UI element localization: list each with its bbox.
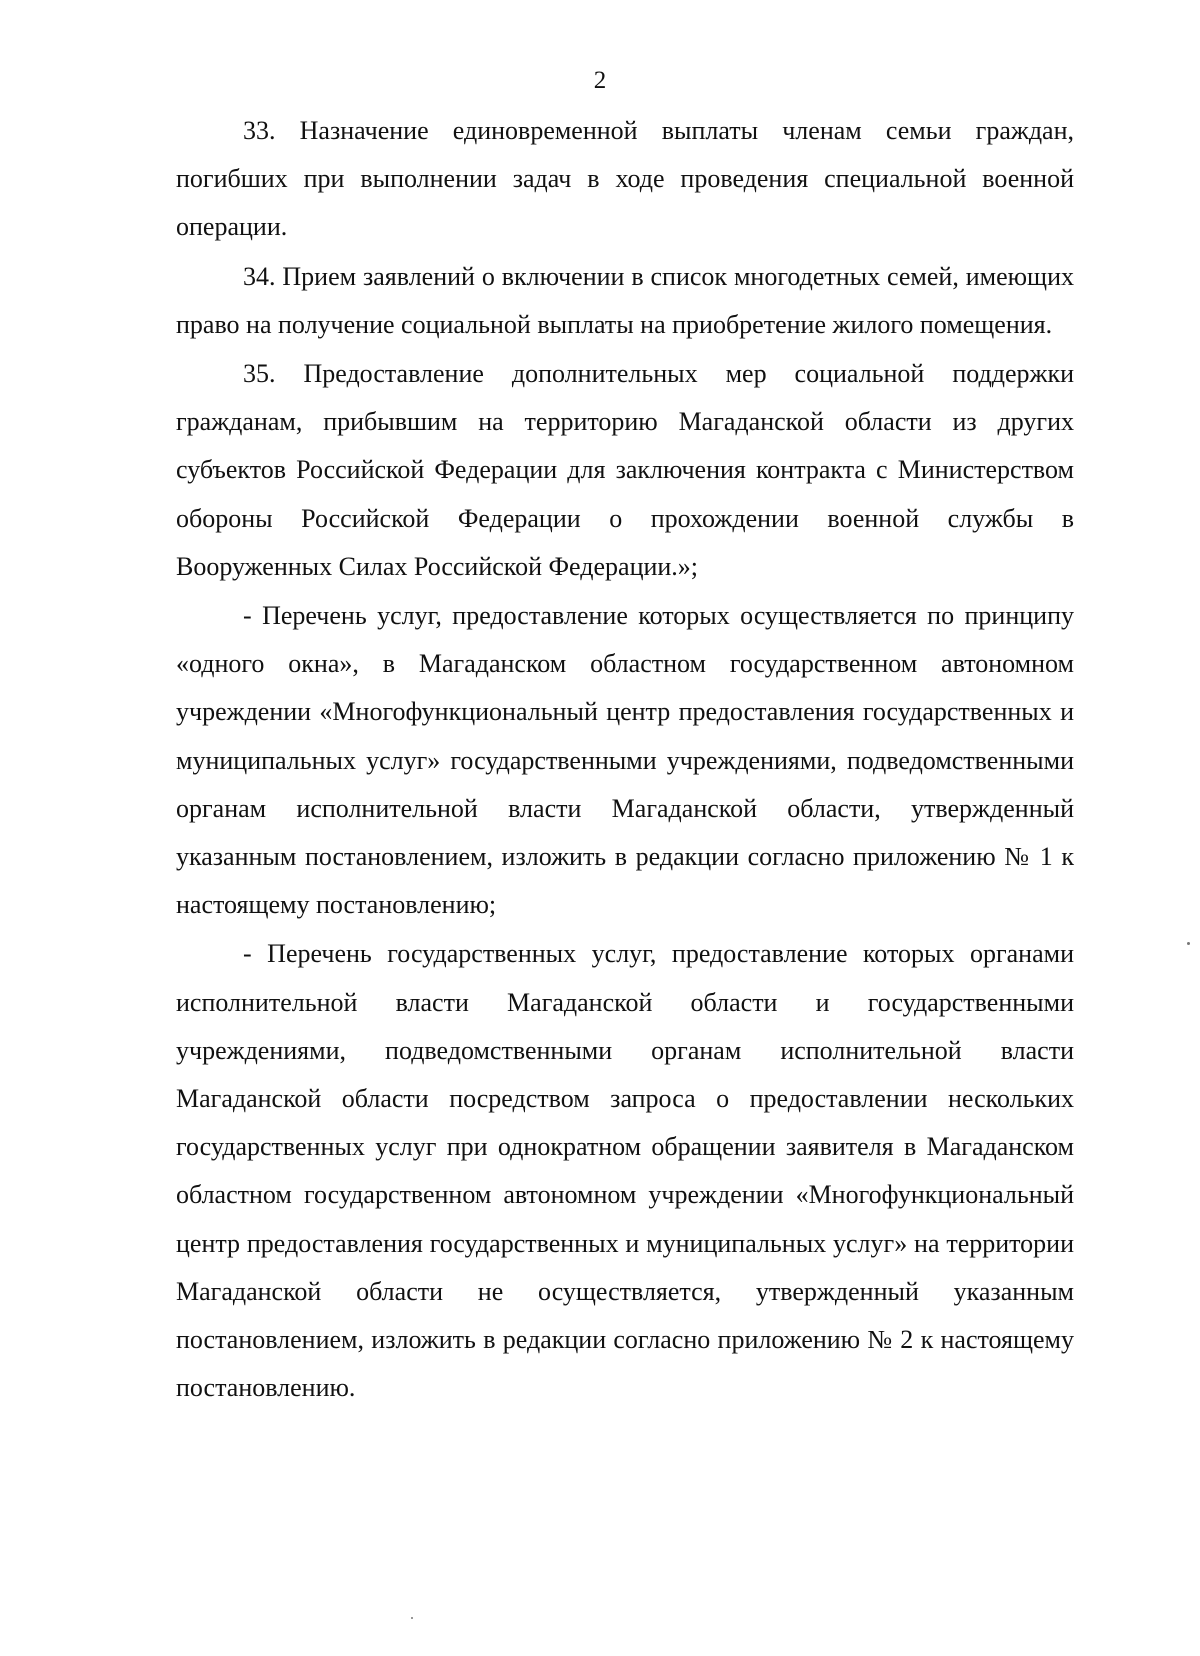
scan-speck <box>1187 942 1190 945</box>
paragraph-item-34: 34. Прием заявлений о включении в список многодетных семей, имеющих право на получение социальной выплаты на приобретение жилого помещения. <box>176 261 1074 339</box>
paragraph-item-33: 33. Назначение единовременной выплаты членам семьи граждан, погибших при выполнении задач в ходе проведения специальной военной операции. <box>176 116 1074 242</box>
page-number: 2 <box>593 67 607 94</box>
paragraph-item-35: 35. Предоставление дополнительных мер социальной поддержки гражданам, прибывшим на территорию Магаданской области из других субъектов Российской Федерации для заключения контракта с Министерством обороны Российской Федерации о прохождении военной службы в Вооруженных Силах Российской Федерации.»; <box>176 359 1074 581</box>
paragraph-list-multiple-services: - Перечень государственных услуг, предоставление которых органами исполнительной власти Магаданской области и государственными учреждениями, подведомственными органам исполнительной власти Магаданской области посредством запроса о предоставлении нескольких государственных услуг при однократном обращении заявителя в Магаданском областном государственном автономном учреждении «Многофункциональный центр предоставления государственных и муниципальных услуг» на территории Магаданской области не осуществляется, утвержденный указанным постановлением, изложить в редакции согласно приложению № 2 к настоящему постановлению. <box>176 939 1074 1403</box>
scan-speck <box>411 1617 413 1619</box>
paragraph-list-one-window: - Перечень услуг, предоставление которых осуществляется по принципу «одного окна», в Магаданском областном государственном автономном учреждении «Многофункциональный центр предоставления государственных и муниципальных услуг» государственными учреждениями, подведомственными органам исполнительной власти Магаданской области, утвержденный указанным постановлением, изложить в редакции согласно приложению № 1 к настоящему постановлению; <box>176 601 1074 920</box>
document-body <box>176 107 1074 1413</box>
